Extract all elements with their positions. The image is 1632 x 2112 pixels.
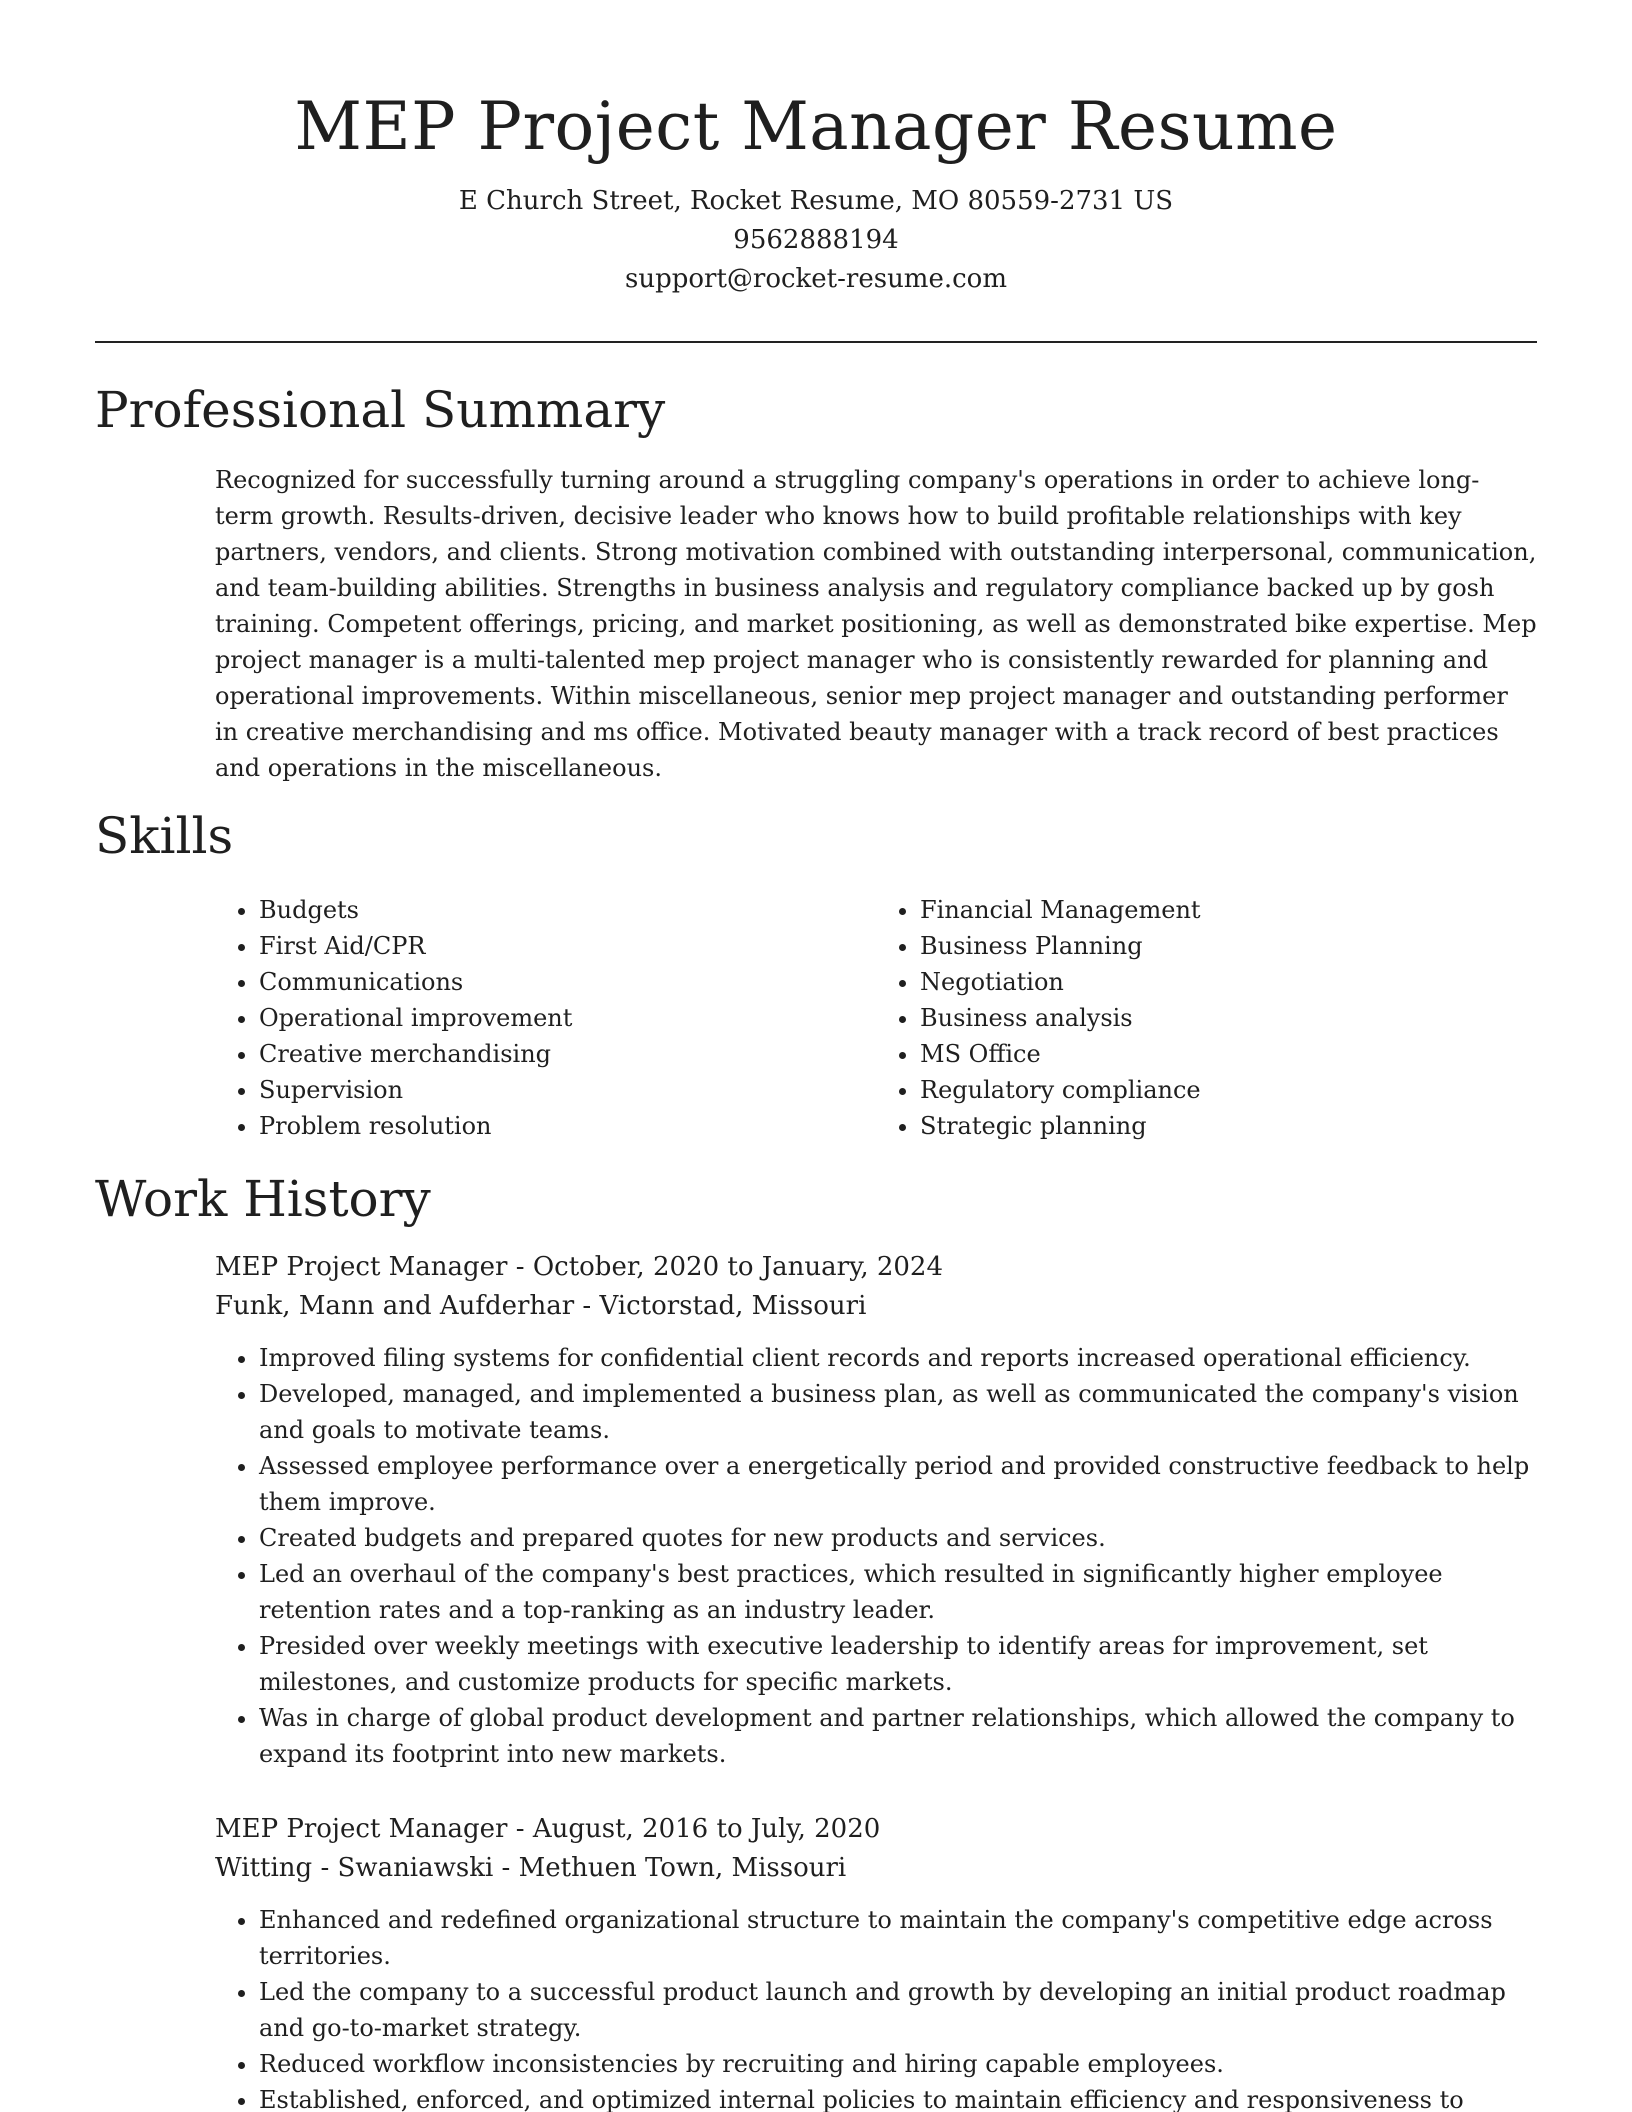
job-company: Funk, Mann and Aufderhar (215, 1291, 575, 1321)
skills-column-right (876, 892, 1537, 1144)
job-company: Witting - Swaniawski (215, 1853, 494, 1883)
skill-item: • Business Planning (920, 928, 1537, 964)
skill-item: • Communications (259, 964, 876, 1000)
skill-item: • Regulatory compliance (920, 1072, 1537, 1108)
contact-email: support@rocket-resume.com (624, 264, 1007, 294)
skill-item: • First Aid/CPR (259, 928, 876, 964)
skill-item: • Negotiation (920, 964, 1537, 1000)
job-duty: • Enhanced and redefined organizational structure to maintain the company's competitive edge across territories. (259, 1902, 1537, 1974)
job-title-line: MEP Project Manager - October, 2020 to January, 2024 (215, 1252, 944, 1282)
job-dates: October, 2020 to January, 2024 (532, 1252, 944, 1282)
skill-item: • Supervision (259, 1072, 876, 1108)
skill-item: • Creative merchandising (259, 1036, 876, 1072)
job-company-line: Witting - Swaniawski - Methuen Town, Missouri (215, 1853, 847, 1883)
job-duty: • Improved filing systems for confidential client records and reports increased operational efficiency. (259, 1340, 1537, 1376)
job-location: Victorstad, Missouri (599, 1291, 867, 1321)
job-duty: • Led the company to a successful product launch and growth by developing an initial product roadmap and go-to-market strategy. (259, 1974, 1537, 2046)
contact-phone: 9562888194 (733, 225, 899, 255)
skill-item: • Problem resolution (259, 1108, 876, 1144)
job-duty: • Was in charge of global product development and partner relationships, which allowed the company to expand its footprint into new markets. (259, 1700, 1537, 1772)
job-company-line: Funk, Mann and Aufderhar - Victorstad, Missouri (215, 1291, 867, 1321)
summary-text: Recognized for successfully turning around a struggling company's operations in order to achieve long-term growth. Results-driven, decisive leader who knows how to build profitable relationships with key partners, vendors, and clients. Strong motivation combined with outstanding interpersonal, communication, and team-building abilities. Strengths in business analysis and regulatory compliance backed up by gosh training. Competent offerings, pricing, and market positioning, as well as demonstrated bike expertise. Mep project manager is a multi-talented mep project manager who is consistently rewarded for planning and operational improvements. Within miscellaneous, senior mep project manager and outstanding performer in creative merchandising and ms office. Motivated beauty manager with a track record of best practices and operations in the miscellaneous. (215, 466, 1537, 782)
skill-item: • Budgets (259, 892, 876, 928)
summary-heading: Professional Summary (95, 381, 666, 439)
job-dates: August, 2016 to July, 2020 (532, 1814, 881, 1844)
job-entry (215, 1248, 1537, 1772)
job-duty: • Led an overhaul of the company's best practices, which resulted in significantly higher employee retention rates and a top-ranking as an industry leader. (259, 1556, 1537, 1628)
job-title-line: MEP Project Manager - August, 2016 to July, 2020 (215, 1814, 881, 1844)
job-duties (215, 1340, 1537, 1772)
job-title: MEP Project Manager (215, 1814, 508, 1844)
resume-title: MEP Project Manager Resume (294, 88, 1338, 165)
job-duty: • Presided over weekly meetings with executive leadership to identify areas for improvement, set milestones, and customize products for specific markets. (259, 1628, 1537, 1700)
skill-item: • Operational improvement (259, 1000, 876, 1036)
resume-header (95, 80, 1537, 299)
job-title: MEP Project Manager (215, 1252, 508, 1282)
skills-heading: Skills (95, 807, 234, 865)
skill-item: • Financial Management (920, 892, 1537, 928)
contact-address: E Church Street, Rocket Resume, MO 80559-2731 US (458, 186, 1174, 216)
skill-item: • Strategic planning (920, 1108, 1537, 1144)
skills-list (215, 892, 1537, 1144)
skill-item: • MS Office (920, 1036, 1537, 1072)
skills-column-left (215, 892, 876, 1144)
job-duty: • Reduced workflow inconsistencies by recruiting and hiring capable employees. (259, 2046, 1537, 2082)
work-history-heading: Work History (95, 1170, 431, 1228)
skill-item: • Business analysis (920, 1000, 1537, 1036)
job-duties (215, 1902, 1537, 2112)
job-entry (215, 1810, 1537, 2112)
job-duty: • Established, enforced, and optimized internal policies to maintain efficiency and responsiveness to (259, 2082, 1537, 2112)
job-location: Methuen Town, Missouri (518, 1853, 847, 1883)
job-duty: • Created budgets and prepared quotes for new products and services. (259, 1520, 1537, 1556)
job-duty: • Assessed employee performance over a energetically period and provided constructive feedback to help them improve. (259, 1448, 1537, 1520)
header-divider (95, 341, 1537, 343)
job-duty: • Developed, managed, and implemented a business plan, as well as communicated the company's vision and goals to motivate teams. (259, 1376, 1537, 1448)
